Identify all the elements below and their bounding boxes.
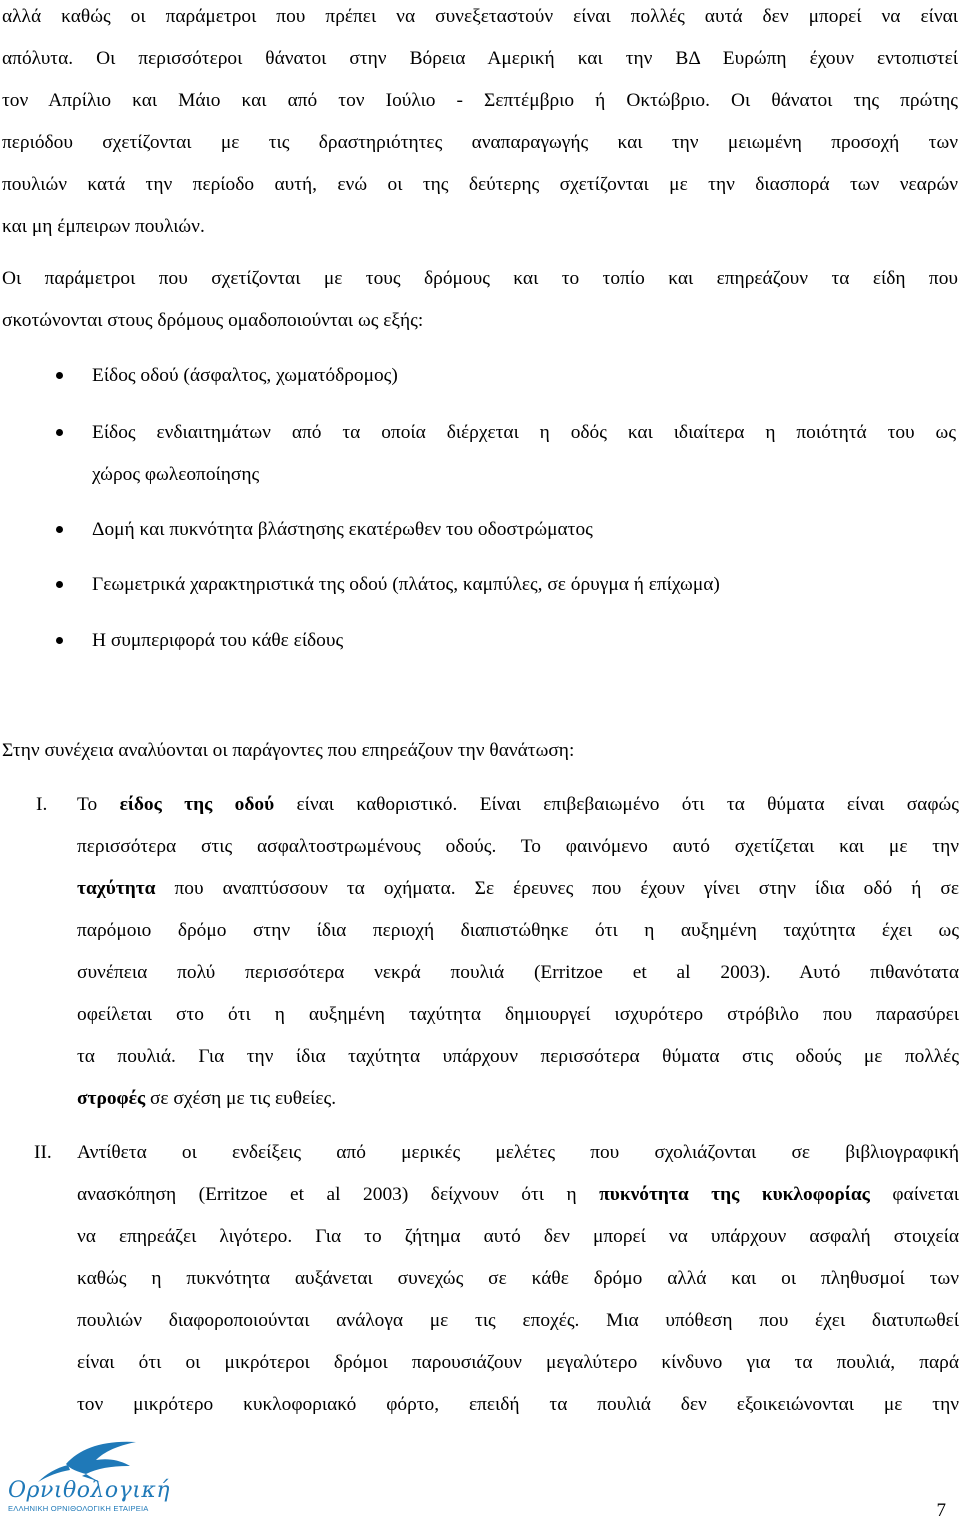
text-line: περισσότερα στις ασφαλτοστρωμένους οδούς. Το φαινόμενο αυτό σχετίζεται και με την	[77, 836, 959, 857]
text-line: οφείλεται στο ότι η αυξημένη ταχύτητα δημιουργεί ισχυρότερο στρόβιλο που παρασύρει	[77, 1004, 959, 1025]
bullet-icon	[56, 372, 63, 379]
text-line: αλλά καθώς οι παράμετροι που πρέπει να συνεξεταστούν είναι πολλές αυτά δεν μπορεί να είναι	[2, 6, 958, 27]
text-line: Το είδος της οδού είναι καθοριστικό. Είναι επιβεβαιωμένο ότι τα θύματα είναι σαφώς	[77, 794, 959, 815]
text-line: τα πουλιά. Για την ίδια ταχύτητα υπάρχουν περισσότερα θύματα στις οδούς με πολλές	[77, 1046, 959, 1067]
text-line: τον μικρότερο κυκλοφοριακό φόρτο, επειδή τα πουλιά δεν εξοικειώνονται με την	[77, 1394, 959, 1415]
item-number: II.	[34, 1142, 52, 1163]
emphasis: ταχύτητα	[77, 878, 156, 899]
list-item-text: Η συμπεριφορά του κάθε είδους	[92, 630, 344, 651]
text-line: συνέπεια πολύ περισσότερα νεκρά πουλιά (Erritzoe et al 2003). Αυτό πιθανότατα	[77, 962, 959, 983]
text-line: απόλυτα. Οι περισσότεροι θάνατοι στην Βόρεια Αμερική και την ΒΔ Ευρώπη έχουν εντοπιστεί	[2, 48, 958, 69]
emphasis: πυκνότητα της κυκλοφορίας	[599, 1184, 870, 1205]
list-item-text: Είδος οδού (άσφαλτος, χωματόδρομος)	[92, 365, 398, 386]
emphasis: στροφές	[77, 1088, 146, 1109]
paragraph-road-parameters	[2, 258, 958, 342]
text-line: Οι παράμετροι που σχετίζονται με τους δρόμους και το τοπίο και επηρεάζουν τα είδη που	[2, 268, 958, 289]
paragraph-mortality-timing	[2, 0, 958, 248]
text-line: ταχύτητα που αναπτύσσουν τα οχήματα. Σε έρευνες που έχουν γίνει στην ίδια οδό ή σε	[77, 878, 959, 899]
list-item-text: χώρος φωλεοποίησης	[92, 464, 260, 485]
text-line: τον Απρίλιο και Μάιο και από τον Ιούλιο - Σεπτέμβριο ή Οκτώβριο. Οι θάνατοι της πρώτης	[2, 90, 958, 111]
text-line: Στην συνέχεια αναλύονται οι παράγοντες που επηρεάζουν την θανάτωση:	[2, 740, 575, 761]
item-number: I.	[36, 794, 48, 815]
bullet-icon	[56, 581, 63, 588]
swallow-icon	[8, 1438, 158, 1482]
text-line: και μη έμπειρων πουλιών.	[2, 216, 205, 237]
text-line: είναι ότι οι μικρότεροι δρόμοι παρουσιάζουν μεγαλύτερο κίνδυνο για τα πουλιά, παρά	[77, 1352, 959, 1373]
factors-intro	[2, 730, 958, 772]
text-line: Αντίθετα οι ενδείξεις από μερικές μελέτες που σχολιάζονται σε βιβλιογραφική	[77, 1142, 959, 1163]
text-line: στροφές σε σχέση με τις ευθείες.	[77, 1088, 337, 1109]
text-line: ανασκόπηση (Erritzoe et al 2003) δείχνουν ότι η πυκνότητα της κυκλοφορίας φαίνεται	[77, 1184, 959, 1205]
text-line: καθώς η πυκνότητα αυξάνεται συνεχώς σε κάθε δρόμο αλλά και οι πληθυσμοί των	[77, 1268, 959, 1289]
bullet-icon	[56, 429, 63, 436]
factor-traffic-density	[77, 1132, 959, 1426]
list-item-text: Δομή και πυκνότητα βλάστησης εκατέρωθεν του οδοστρώματος	[92, 519, 593, 540]
emphasis: είδος της οδού	[119, 794, 275, 815]
text-line: παρόμοιο δρόμο στην ίδια περιοχή διαπιστώθηκε ότι η αυξημένη ταχύτητα έχει ως	[77, 920, 959, 941]
factor-road-type	[77, 784, 959, 1120]
logo-wordmark: Ορνιθολογική	[8, 1478, 171, 1503]
text-line: περιόδου σχετίζονται με τις δραστηριότητες αναπαραγωγής και την μειωμένη προσοχή των	[2, 132, 958, 153]
page-number: 7	[936, 1500, 946, 1521]
ornithologiki-logo	[8, 1438, 171, 1518]
list-item-text: Είδος ενδιαιτημάτων από τα οποία διέρχεται η οδός και ιδιαίτερα η ποιότητά του ως	[92, 422, 956, 443]
text-line: πουλιών κατά την περίοδο αυτή, ενώ οι της δεύτερης σχετίζονται με την διασπορά των νεαρών	[2, 174, 958, 195]
text-line: να επηρεάζει λιγότερο. Για το ζήτημα αυτό δεν μπορεί να υπάρχουν ασφαλή στοιχεία	[77, 1226, 959, 1247]
text-line: σκοτώνονται στους δρόμους ομαδοποιούνται ως εξής:	[2, 310, 424, 331]
bullet-icon	[56, 526, 63, 533]
text-line: πουλιών διαφοροποιούνται ανάλογα με τις εποχές. Μια υπόθεση που έχει διατυπωθεί	[77, 1310, 959, 1331]
list-item-text: Γεωμετρικά χαρακτηριστικά της οδού (πλάτος, καμπύλες, σε όρυγμα ή επίχωμα)	[92, 574, 720, 595]
logo-subtitle: ΕΛΛΗΝΙΚΗ ΟΡΝΙΘΟΛΟΓΙΚΗ ΕΤΑΙΡΕΙΑ	[8, 1504, 149, 1513]
bullet-icon	[56, 637, 63, 644]
